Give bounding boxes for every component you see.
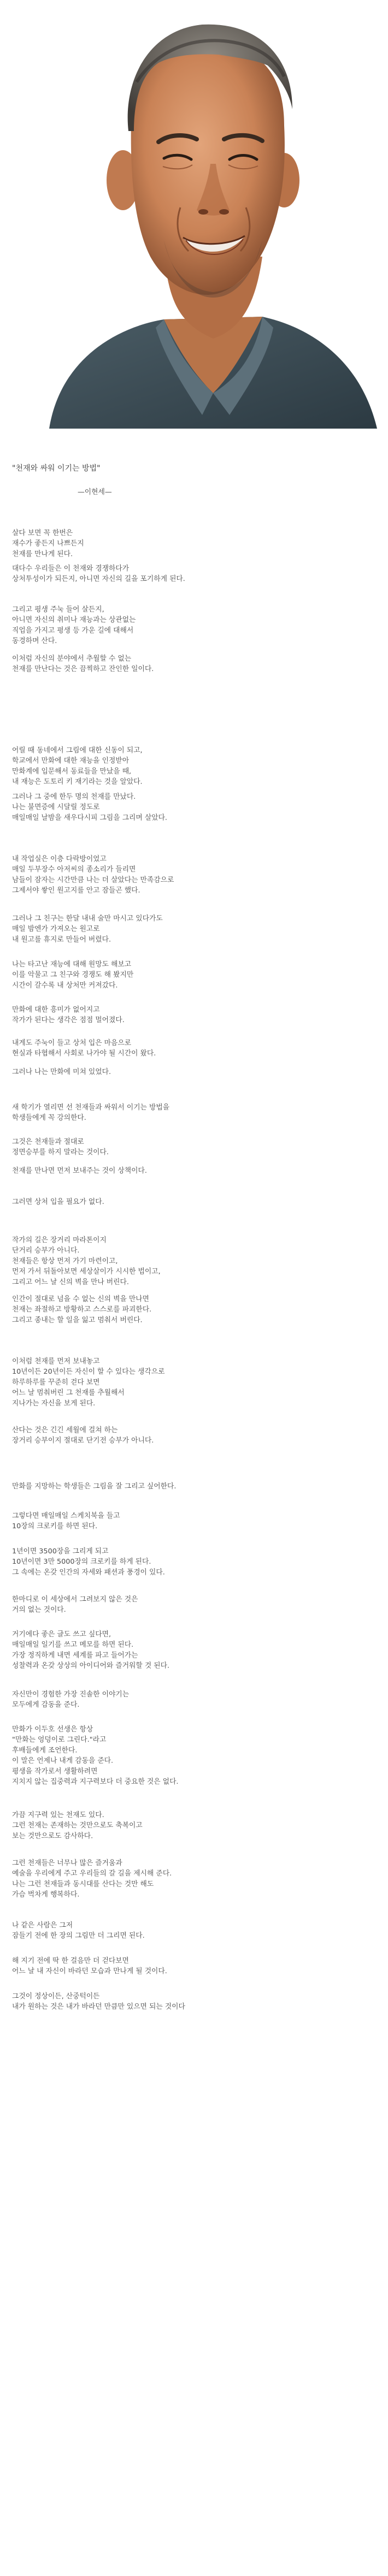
paragraph-line: 한마디로 이 세상에서 그려보지 않은 것은 (12, 1595, 138, 1604)
paragraph-line: 어릴 때 동네에서 그림에 대한 신동이 되고, (12, 746, 143, 755)
paragraph-line: 그렇다면 매일매일 스케치북을 들고 (12, 1512, 120, 1520)
paragraph-line: 내가 원하는 것은 내가 바라던 만큼만 있으면 되는 것이다 (12, 2003, 185, 2011)
paragraph-line: 그리고 어느 날 신의 벽을 만나 버린다. (12, 1278, 129, 1286)
paragraph-line: 내 작업실은 이층 다락방이었고 (12, 855, 107, 863)
paragraph-line: 장거리 승부이지 절대로 단기전 승부가 아니다. (12, 1437, 154, 1445)
paragraph-line: 현실과 타협해서 사회로 나가야 될 시간이 왔다. (12, 1049, 156, 1058)
paragraph-line: 나는 타고난 재능에 대해 원망도 해보고 (12, 960, 132, 969)
paragraph-line: 시간이 갈수록 내 상처만 커져갔다. (12, 981, 118, 990)
paragraph-line: 작가의 길은 장거리 마라톤이지 (12, 1236, 107, 1244)
paragraph-line: 인간이 절대로 넘을 수 없는 신의 벽을 만나면 (12, 1295, 149, 1303)
paragraph-line: 이처럼 천재를 먼저 보내놓고 (12, 1357, 100, 1366)
paragraph-line: 그리고 평생 주눅 들어 살든지, (12, 606, 104, 614)
paragraph-line: 재수가 좋든지 나쁘든지 (12, 539, 84, 548)
paragraph-line: 성찰력과 온갖 상상의 아이디어와 즐거워할 것 된다. (12, 1661, 170, 1670)
paragraph-line: 그것이 정상이든, 산중턱이든 (12, 1992, 100, 2001)
paragraph-line: 그런 천재들은 너무나 많은 즐거움과 (12, 1859, 122, 1867)
paragraph-line: 가슴 벅차게 행복하다. (12, 1890, 80, 1899)
paragraph-line: 자신만이 경험한 가장 진솔한 이야기는 (12, 1690, 130, 1699)
paragraph-line: 그러나 나는 만화에 미쳐 있었다. (12, 1068, 111, 1076)
paragraph-line: 그것은 천재들과 절대로 (12, 1138, 84, 1146)
paragraph-line: 만화를 지망하는 학생들은 그림을 잘 그리고 싶어한다. (12, 1482, 177, 1491)
paragraph-line: 그리고 종내는 할 일을 잃고 멈춰서 버린다. (12, 1316, 143, 1325)
paragraph-line: 그러나 그 친구는 한달 내내 술만 마시고 있다가도 (12, 915, 163, 923)
paragraph-line: 나 같은 사람은 그저 (12, 1921, 73, 1930)
paragraph-line: 살다 보면 꼭 한번은 (12, 529, 73, 537)
paragraph-line: 해 지기 전에 딱 한 걸음만 더 걷다보면 (12, 1957, 129, 1965)
paragraph-line: 보는 것만으로도 감사하다. (12, 1832, 93, 1841)
paragraph-line: 매일 밤엔가 가져오는 원고로 (12, 925, 100, 934)
paragraph-line: 만화에 대한 흥미가 없어지고 (12, 1006, 100, 1014)
paragraph-line: 학교에서 만화에 대한 재능을 인정받아 (12, 757, 130, 765)
paragraph-line: 천재를 만나게 된다. (12, 550, 73, 559)
paragraph-line: 후배들에게 조언한다. (12, 1746, 78, 1755)
paragraph-line: 만화계에 입문해서 동료들을 만났을 때, (12, 767, 132, 776)
paragraph-line: "만화는 엉덩이로 그린다."라고 (12, 1736, 107, 1744)
paragraph-line: 내 재능은 도토리 키 재기라는 것을 알았다. (12, 777, 143, 786)
paragraph-line: 가장 정직하게 내면 세계를 파고 들어가는 (12, 1651, 138, 1660)
paragraph-line: 아니면 자신의 취미나 재능과는 상관없는 (12, 616, 136, 625)
paragraph-line: 직업을 가지고 평생 등 가운 길에 대해서 (12, 626, 134, 635)
paragraph-line: 어느 날 내 자신이 바라던 모습과 만나게 될 것이다. (12, 1967, 167, 1976)
paragraph-line: 매일매일 날밤을 새우다시피 그림을 그리며 살았다. (12, 814, 168, 822)
paragraph-line: 예술을 우리에게 주고 우리들의 갈 길을 제시해 준다. (12, 1869, 172, 1878)
paragraph-line: 모두에게 감동을 준다. (12, 1701, 80, 1710)
paragraph-line: 10장의 크로키를 하면 된다. (12, 1522, 98, 1531)
paragraph-line: 나는 불면증에 시달릴 정도로 (12, 803, 100, 812)
paragraph-line: 가끔 지구력 있는 천재도 있다. (12, 1811, 104, 1819)
paragraph-line: 천재는 좌절하고 방황하고 스스로를 파괴한다. (12, 1305, 152, 1314)
paragraph-line: 학생들에게 꼭 강의한다. (12, 1114, 86, 1123)
paragraph-line: 먼저 가서 뒤돌아보면 세상살이가 시시한 법이고, (12, 1267, 161, 1276)
paragraph-line: 내게도 주눅이 들고 상처 입은 마음으로 (12, 1039, 132, 1047)
paragraph-line: 1년이면 3500장을 그리게 되고 (12, 1547, 109, 1556)
paragraph-line: 그 속에는 온갖 인간의 자세와 패션과 풍경이 있다. (12, 1568, 165, 1577)
paragraph-line: 이처럼 자신의 분야에서 추월할 수 없는 (12, 655, 132, 663)
paragraph-line: 지치지 않는 집중력과 지구력보다 더 중요한 것은 없다. (12, 1778, 179, 1786)
paragraph-line: 내 원고를 휴지로 만들어 버렸다. (12, 935, 111, 944)
paragraph-line: 평생을 작가로서 생활하려면 (12, 1767, 98, 1776)
paragraph-line: 단거리 승부가 아니다. (12, 1247, 80, 1255)
paragraph-line: 10년이면 3만 5000장의 크로키를 하게 된다. (12, 1558, 151, 1566)
paragraph-line: 동경하며 산다. (12, 637, 57, 645)
paragraph-line: 새 학기가 열리면 선 천재들과 싸워서 이기는 방법을 (12, 1103, 170, 1112)
article-author: —이현세— (78, 488, 112, 496)
paragraph-line: 정면승부를 하지 말라는 것이다. (12, 1148, 109, 1157)
paragraph-line: 그러나 그 중에 한두 명의 천재를 만났다. (12, 793, 136, 801)
paragraph-line: 잠들기 전에 한 장의 그림만 더 그리면 된다. (12, 1932, 145, 1940)
paragraph-line: 천재를 만난다는 것은 끔찍하고 잔인한 일이다. (12, 665, 154, 674)
paragraph-line: 산다는 것은 긴긴 세월에 걸쳐 하는 (12, 1426, 118, 1434)
paragraph-line: 그런 천재는 존재하는 것만으로도 축복이고 (12, 1821, 143, 1830)
article-title: "천재와 싸워 이기는 방법" (12, 464, 101, 473)
paragraph-line: 지나가는 자신을 보게 된다. (12, 1399, 96, 1408)
paragraph-line: 이 말은 언제나 내게 감동을 준다. (12, 1756, 114, 1765)
paragraph-line: 하루하루를 꾸준히 걷다 보면 (12, 1378, 100, 1387)
paragraph-line: 만화가 이두호 선생은 항상 (12, 1725, 93, 1734)
paragraph-line: 매일 두부장수 아저씨의 종소리가 들리면 (12, 865, 136, 874)
paragraph-line: 상처투성이가 되든지, 아니면 자신의 길을 포기하게 된다. (12, 575, 185, 584)
paragraph-line: 그러면 상처 입을 필요가 없다. (12, 1198, 104, 1206)
paragraph-line: 천재들은 항상 먼저 가기 마련이고, (12, 1257, 118, 1266)
paragraph-line: 남들이 잠자는 시간만큼 나는 더 살았다는 만족감으로 (12, 876, 174, 885)
paragraph-line: 나는 그런 천재들과 동시대를 산다는 것만 해도 (12, 1880, 154, 1889)
paragraph-line: 매일매일 일기를 쓰고 메모를 하면 된다. (12, 1641, 134, 1649)
paragraph-line: 거기에다 좋은 글도 쓰고 싶다면, (12, 1630, 111, 1639)
paragraph-line: 어느 날 멈춰버린 그 천재를 추월해서 (12, 1388, 125, 1397)
paragraph-line: 10년이든 20년이든 자신이 할 수 있다는 생각으로 (12, 1368, 165, 1376)
paragraph-line: 대다수 우리들은 이 천재와 경쟁하다가 (12, 565, 130, 573)
paragraph-line: 거의 없는 것이다. (12, 1606, 66, 1615)
paragraph-line: 이를 악물고 그 친구와 경쟁도 해 봤지만 (12, 971, 134, 980)
paragraph-line: 천재를 만나면 먼저 보내주는 것이 상책이다. (12, 1167, 147, 1175)
paragraph-line: 작가가 된다는 생각은 점점 멀어졌다. (12, 1016, 125, 1025)
paragraph-line: 그제서야 쌓인 원고지를 안고 잠들곤 했다. (12, 886, 140, 895)
